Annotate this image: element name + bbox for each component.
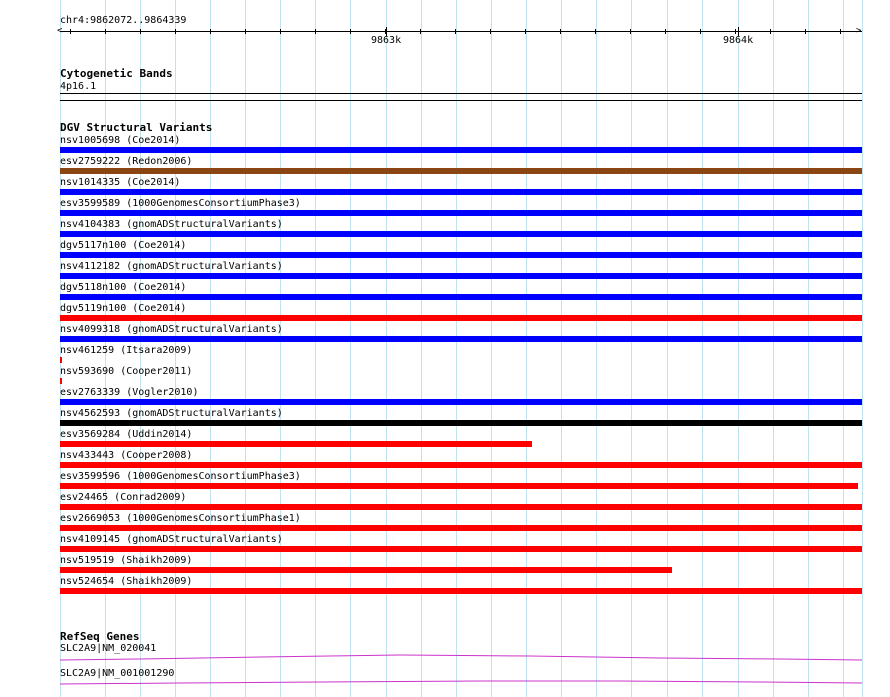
gene-model[interactable] (60, 678, 862, 686)
dgv-feature-label[interactable]: nsv4109145 (gnomADStructuralVariants) (60, 534, 283, 545)
ruler-minor-tick (280, 29, 281, 34)
dgv-feature-bar[interactable] (60, 189, 862, 195)
dgv-feature-bar[interactable] (60, 210, 862, 216)
dgv-feature-bar[interactable] (60, 399, 862, 405)
dgv-feature-bar[interactable] (60, 462, 862, 468)
dgv-feature-bar[interactable] (60, 525, 862, 531)
dgv-feature-label[interactable]: esv3569284 (Uddin2014) (60, 429, 193, 440)
dgv-feature-label[interactable]: nsv524654 (Shaikh2009) (60, 576, 193, 587)
dgv-feature-bar[interactable] (60, 168, 862, 174)
ruler-minor-tick (665, 29, 666, 34)
ruler-minor-tick (210, 29, 211, 34)
dgv-feature-bar[interactable] (60, 378, 62, 384)
dgv-feature-bar[interactable] (60, 336, 862, 342)
dgv-feature-bar[interactable] (60, 252, 862, 258)
cytoband-track-title[interactable]: Cytogenetic Bands (60, 67, 173, 80)
ruler-minor-tick (560, 29, 561, 34)
region-label: chr4:9862072..9864339 (60, 15, 187, 26)
ruler-minor-tick (735, 29, 736, 34)
dgv-feature-label[interactable]: dgv5118n100 (Coe2014) (60, 282, 187, 293)
dgv-feature-bar[interactable] (60, 147, 862, 153)
ruler-minor-tick (840, 29, 841, 34)
dgv-feature-label[interactable]: esv24465 (Conrad2009) (60, 492, 187, 503)
dgv-feature-label[interactable]: esv2669053 (1000GenomesConsortiumPhase1) (60, 513, 301, 524)
dgv-feature-label[interactable]: nsv4112182 (gnomADStructuralVariants) (60, 261, 283, 272)
ruler-minor-tick (525, 29, 526, 34)
ruler-minor-tick (770, 29, 771, 34)
ruler-minor-tick (140, 29, 141, 34)
dgv-feature-bar[interactable] (60, 294, 862, 300)
gene-label[interactable]: SLC2A9|NM_020041 (60, 643, 157, 654)
dgv-feature-bar[interactable] (60, 420, 862, 426)
ruler-minor-tick (595, 29, 596, 34)
ruler-minor-tick (455, 29, 456, 34)
ruler-minor-tick (175, 29, 176, 34)
dgv-feature-label[interactable]: nsv461259 (Itsara2009) (60, 345, 193, 356)
cytoband-band[interactable] (60, 93, 862, 94)
dgv-feature-label[interactable]: dgv5117n100 (Coe2014) (60, 240, 187, 251)
dgv-feature-label[interactable]: nsv1005698 (Coe2014) (60, 135, 181, 146)
dgv-feature-label[interactable]: esv2763339 (Vogler2010) (60, 387, 199, 398)
dgv-feature-label[interactable]: nsv1014335 (Coe2014) (60, 177, 181, 188)
ruler-tick-label: 9863k (371, 35, 402, 46)
dgv-feature-label[interactable]: esv2759222 (Redon2006) (60, 156, 193, 167)
ruler-minor-tick (420, 29, 421, 34)
ruler-minor-tick (70, 29, 71, 34)
dgv-feature-label[interactable]: nsv4099318 (gnomADStructuralVariants) (60, 324, 283, 335)
dgv-feature-bar[interactable] (60, 567, 672, 573)
ruler-minor-tick (245, 29, 246, 34)
dgv-feature-bar[interactable] (60, 357, 62, 363)
ruler-minor-tick (315, 29, 316, 34)
dgv-feature-label[interactable]: esv3599596 (1000GenomesConsortiumPhase3) (60, 471, 301, 482)
gene-label[interactable]: SLC2A9|NM_001001290 (60, 668, 175, 679)
ruler-left-arrow-icon: < (57, 26, 63, 36)
cytoband-band-bottom (60, 100, 862, 101)
ruler-minor-tick (350, 29, 351, 34)
dgv-feature-label[interactable]: dgv5119n100 (Coe2014) (60, 303, 187, 314)
ruler-minor-tick (490, 29, 491, 34)
dgv-feature-bar[interactable] (60, 315, 862, 321)
ruler-minor-tick (630, 29, 631, 34)
dgv-feature-bar[interactable] (60, 483, 858, 489)
ruler-right-arrow-icon: > (856, 26, 862, 36)
gene-model[interactable] (60, 654, 862, 662)
dgv-feature-label[interactable]: nsv4562593 (gnomADStructuralVariants) (60, 408, 283, 419)
refseq-track-title[interactable]: RefSeq Genes (60, 630, 140, 643)
dgv-feature-label[interactable]: nsv433443 (Cooper2008) (60, 450, 193, 461)
ruler-minor-tick (700, 29, 701, 34)
dgv-track-title[interactable]: DGV Structural Variants (60, 121, 213, 134)
dgv-feature-bar[interactable] (60, 546, 862, 552)
dgv-feature-label[interactable]: nsv593690 (Cooper2011) (60, 366, 193, 377)
ruler-tick-label: 9864k (723, 35, 754, 46)
dgv-feature-bar[interactable] (60, 588, 862, 594)
grid-line (862, 0, 863, 697)
ruler-axis (60, 31, 862, 32)
dgv-feature-label[interactable]: nsv519519 (Shaikh2009) (60, 555, 193, 566)
ruler-minor-tick (105, 29, 106, 34)
dgv-feature-label[interactable]: esv3599589 (1000GenomesConsortiumPhase3) (60, 198, 301, 209)
dgv-feature-bar[interactable] (60, 273, 862, 279)
dgv-feature-label[interactable]: nsv4104383 (gnomADStructuralVariants) (60, 219, 283, 230)
dgv-feature-bar[interactable] (60, 441, 532, 447)
ruler-minor-tick (805, 29, 806, 34)
dgv-feature-bar[interactable] (60, 504, 862, 510)
cytoband-label: 4p16.1 (60, 81, 97, 92)
dgv-feature-bar[interactable] (60, 231, 862, 237)
